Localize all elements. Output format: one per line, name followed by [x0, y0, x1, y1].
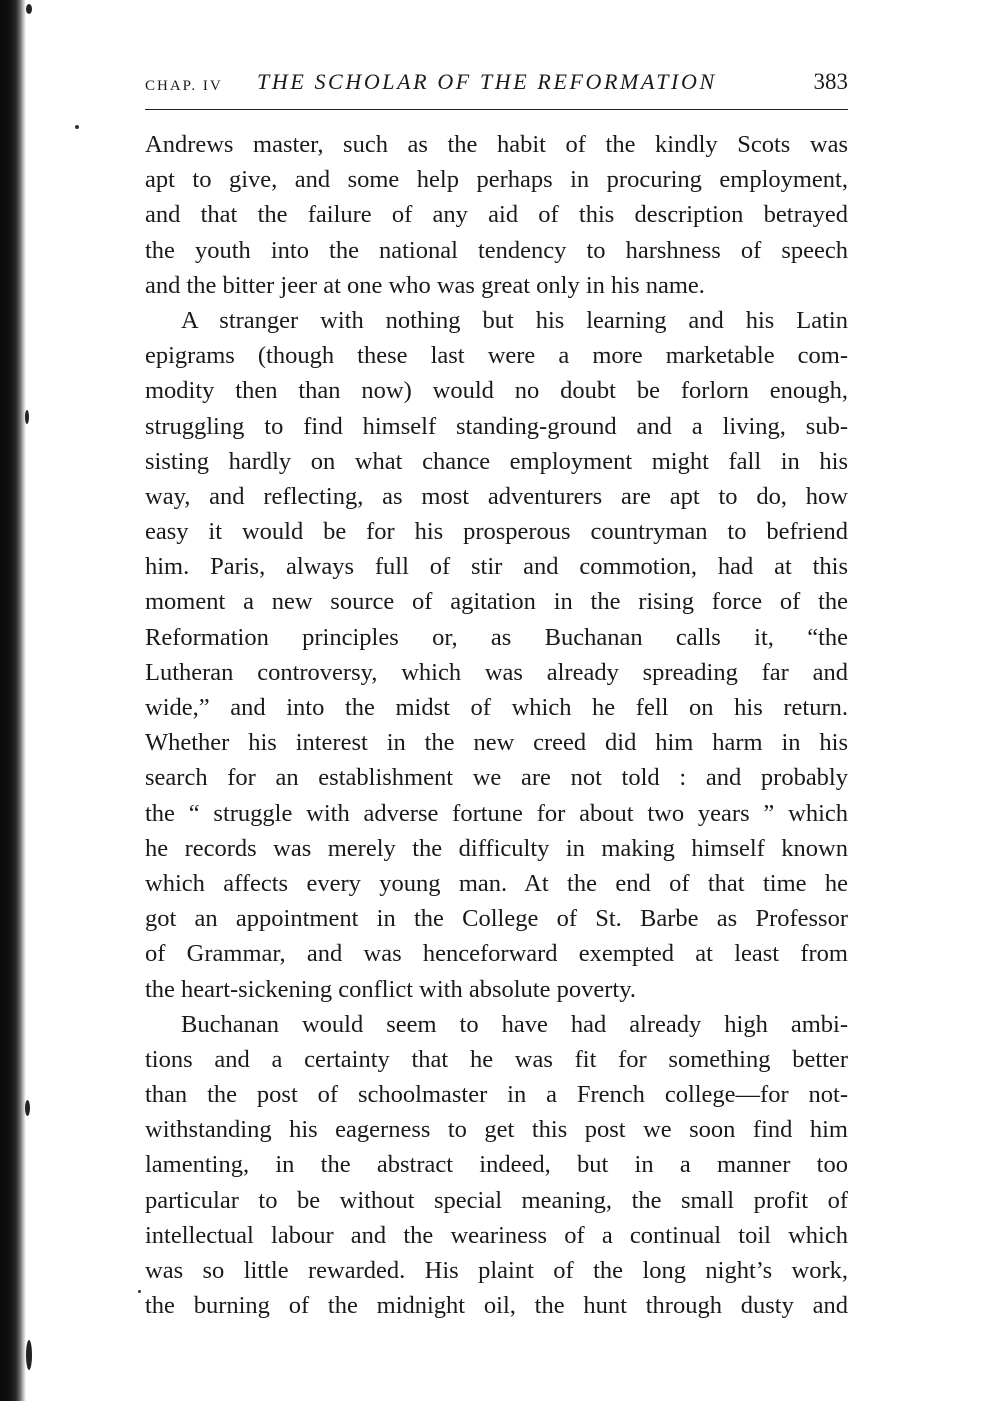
text-line: particular to be without special meaning, the small profit of	[145, 1186, 848, 1214]
running-title: THE SCHOLAR OF THE REFORMATION	[257, 69, 717, 94]
text-line: Andrews master, such as the habit of the kindly Scots was	[145, 131, 848, 158]
text-line: wide,” and into the midst of which he fell on his return.	[145, 694, 848, 721]
chapter-label: CHAP. IV	[145, 78, 223, 94]
text-line: withstanding his eagerness to get this post we soon find him	[145, 1116, 848, 1144]
text-line: and the bitter jeer at one who was great only in his name.	[145, 271, 705, 299]
text-line: the youth into the national tendency to harshness of speech	[145, 236, 848, 264]
text-line: which affects every young man. At the end of that time he	[145, 869, 848, 897]
text-line: Whether his interest in the new creed did him harm in his	[145, 729, 848, 757]
page-binding-shadow	[0, 0, 26, 1401]
text-line: than the post of schoolmaster in a French college—for not-	[145, 1081, 848, 1109]
text-line: got an appointment in the College of St. Barbe as Professor	[145, 905, 848, 933]
stray-mark	[75, 125, 79, 129]
stray-mark	[138, 1290, 141, 1293]
text-line: modity then than now) would no doubt be forlorn enough,	[145, 377, 848, 405]
text-line: he records was merely the difficulty in making himself known	[145, 834, 848, 862]
binding-speck	[25, 1100, 30, 1116]
text-line: the “ struggle with adverse fortune for about two years ” which	[145, 799, 848, 827]
text-line: the heart-sickening conflict with absolute poverty.	[145, 975, 636, 1003]
text-line: epigrams (though these last were a more marketable com-	[145, 342, 848, 370]
text-line: moment a new source of agitation in the rising force of the	[145, 588, 848, 616]
binding-speck	[25, 410, 29, 424]
text-line: easy it would be for his prosperous countryman to befriend	[145, 518, 848, 546]
binding-speck	[26, 1340, 32, 1370]
text-line: was so little rewarded. His plaint of the long night’s work,	[145, 1257, 848, 1284]
binding-speck	[26, 4, 32, 14]
text-line: of Grammar, and was henceforward exempted at least from	[145, 940, 848, 968]
text-line: A stranger with nothing but his learning and his Latin	[181, 306, 848, 334]
text-line: Buchanan would seem to have had already high ambi-	[181, 1010, 848, 1038]
text-line: way, and reflecting, as most adventurers are apt to do, how	[145, 482, 848, 510]
text-line: him. Paris, always full of stir and commotion, had at this	[145, 553, 848, 581]
text-line: lamenting, in the abstract indeed, but in a manner too	[145, 1151, 848, 1179]
text-line: intellectual labour and the weariness of a continual toil which	[145, 1221, 848, 1249]
text-line: and that the failure of any aid of this description betrayed	[145, 201, 848, 229]
header-rule	[145, 109, 848, 110]
page-number: 383	[813, 69, 848, 94]
text-line: search for an establishment we are not told : and probably	[145, 764, 848, 792]
text-line: apt to give, and some help perhaps in procuring employment,	[145, 166, 848, 194]
text-line: the burning of the midnight oil, the hunt through dusty and	[145, 1292, 848, 1320]
text-line: Reformation principles or, as Buchanan calls it, “the	[145, 623, 848, 651]
text-line: sisting hardly on what chance employment might fall in his	[145, 447, 848, 475]
text-line: Lutheran controversy, which was already spreading far and	[145, 658, 848, 686]
running-head	[145, 66, 848, 102]
body-text	[145, 127, 848, 1323]
text-line: struggling to find himself standing-ground and a living, sub-	[145, 412, 848, 440]
text-line: tions and a certainty that he was fit for something better	[145, 1045, 848, 1073]
